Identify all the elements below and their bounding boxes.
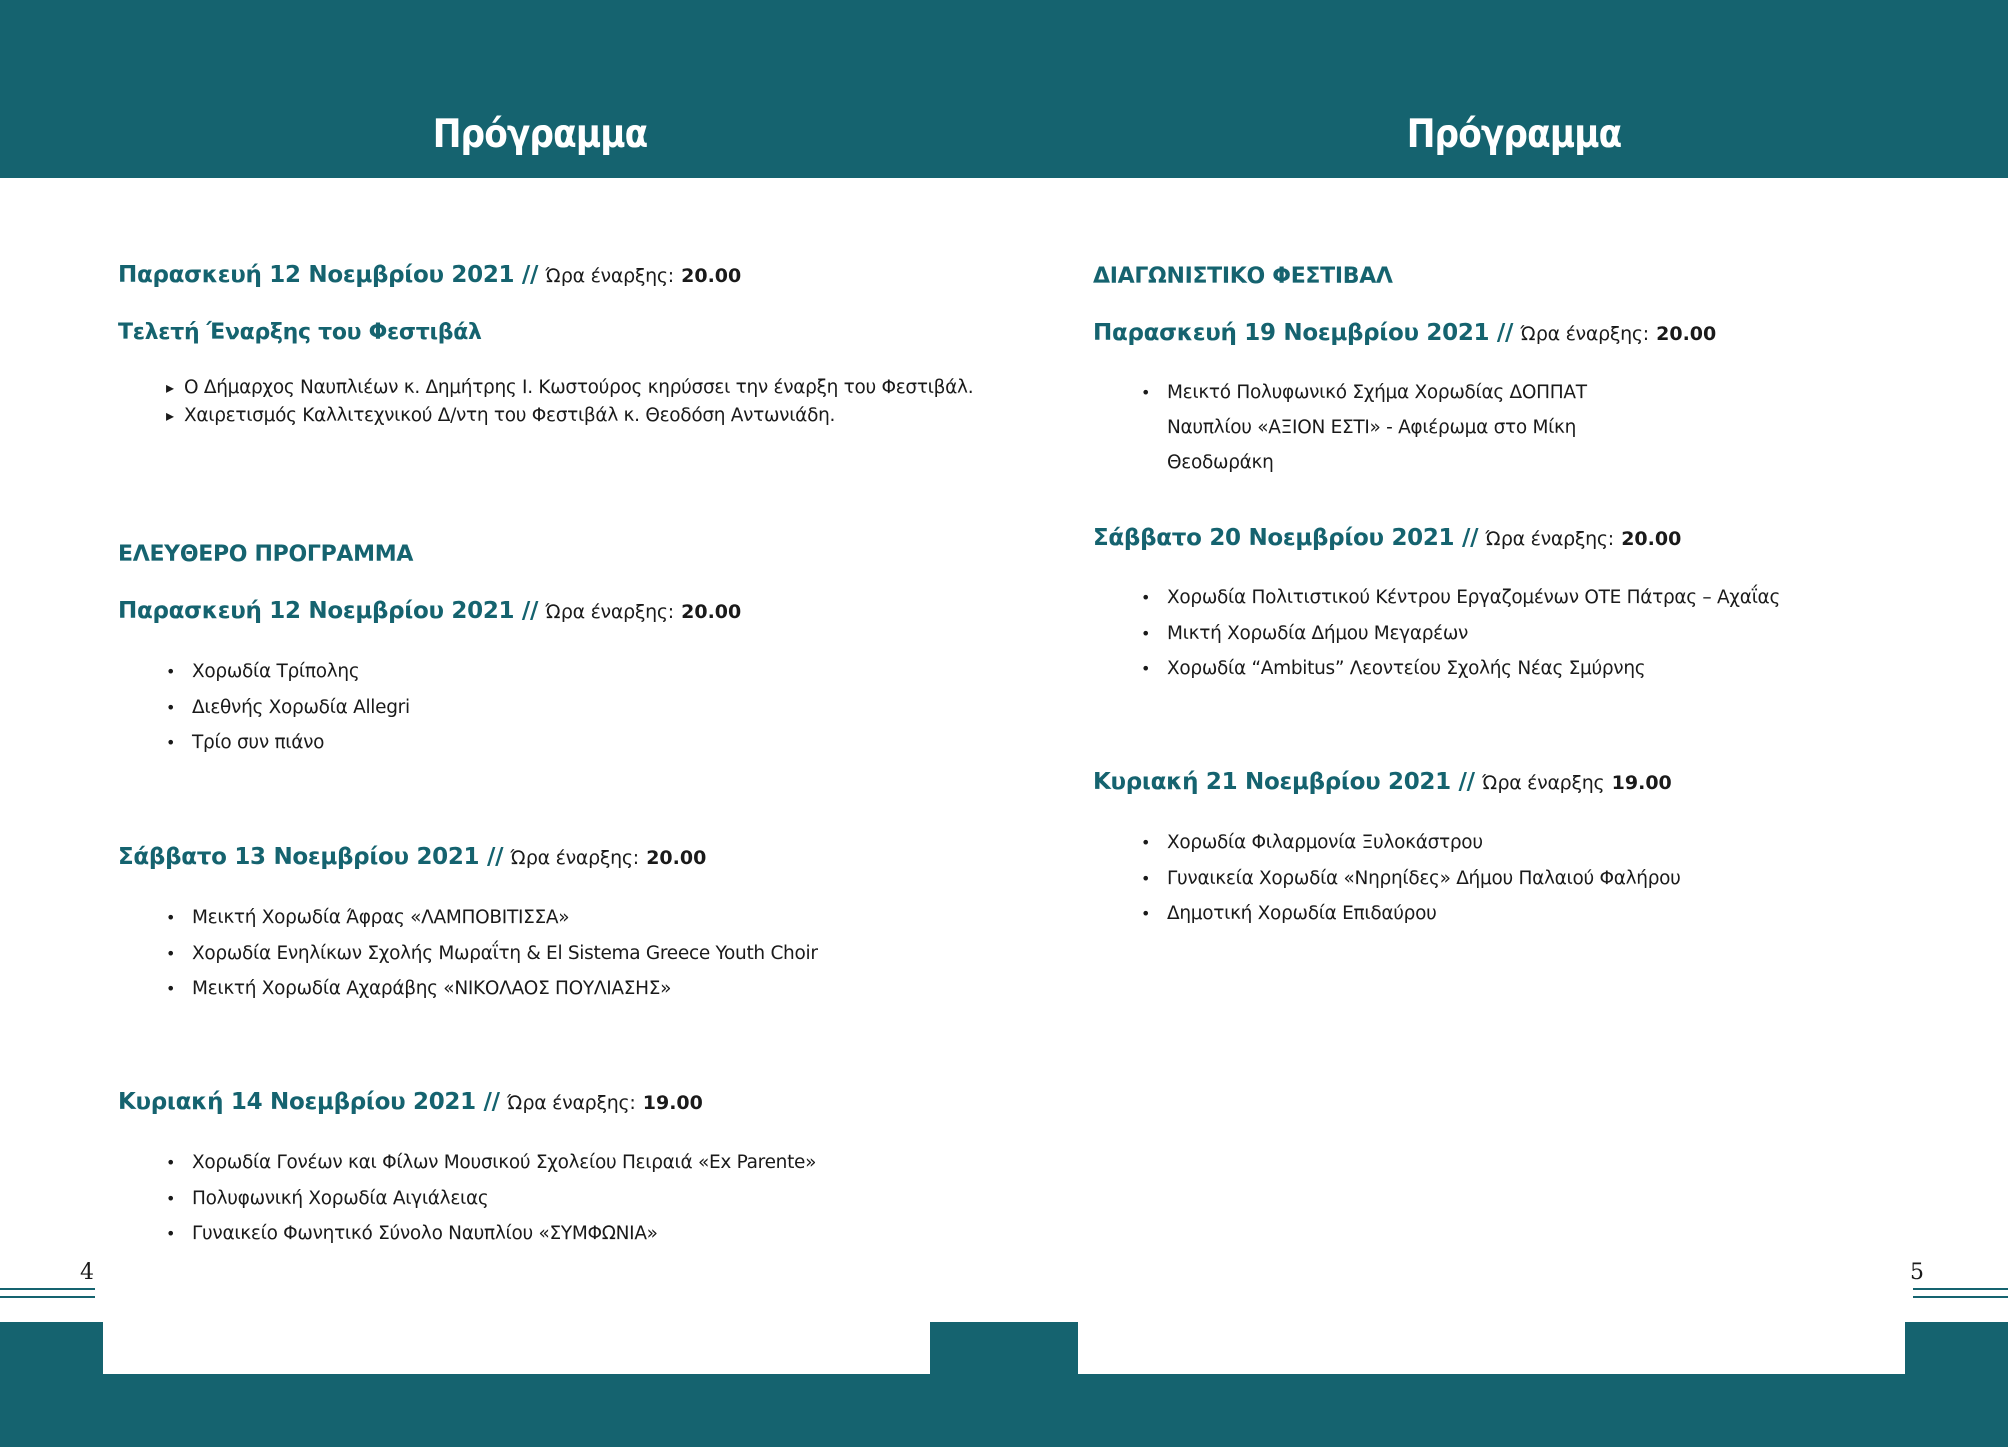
time-label: Ώρα έναρξης: — [507, 1092, 636, 1114]
performers-list — [1141, 825, 1681, 932]
list-item: • Χορωδία Φιλαρμονία Ξυλοκάστρου — [1141, 825, 1681, 861]
free-program-heading: ΕΛΕΥΘΕΡΟ ΠΡΟΓΡΑΜΜΑ — [118, 542, 414, 567]
time: 19.00 — [1611, 772, 1672, 794]
date: Σάββατο 13 Νοεμβρίου 2021 // — [118, 844, 504, 870]
footer-panel-right — [1078, 1322, 1905, 1374]
time-label: Ώρα έναρξης: — [545, 265, 674, 287]
time: 20.00 — [1656, 323, 1717, 345]
opening-list — [166, 374, 973, 430]
page-title-left: Πρόγραμμα — [432, 112, 648, 157]
day-date-line — [1093, 769, 1672, 795]
footer-panel-left — [103, 1322, 930, 1374]
time: 20.00 — [681, 601, 742, 623]
time-label: Ώρα έναρξης — [1482, 772, 1605, 794]
list-item: • Χορωδία Ενηλίκων Σχολής Μωραΐτη & El Sistema Greece Youth Choir — [166, 936, 818, 972]
list-item: • Γυναικείο Φωνητικό Σύνολο Ναυπλίου «ΣΥΜΦΩΝΙΑ» — [166, 1216, 816, 1252]
list-item: ▸ Ο Δήμαρχος Ναυπλιέων κ. Δημήτρης Ι. Κωστούρος κηρύσσει την έναρξη του Φεστιβάλ. — [166, 374, 973, 402]
day-date-line — [118, 1089, 703, 1115]
day-date-line — [118, 598, 741, 624]
page-title-right: Πρόγραμμα — [1406, 112, 1622, 157]
page-number-left: 4 — [80, 1260, 94, 1285]
date: Παρασκευή 12 Νοεμβρίου 2021 // — [118, 598, 539, 624]
list-item: • Χορωδία Πολιτιστικού Κέντρου Εργαζομένων ΟΤΕ Πάτρας – Αχαΐας — [1141, 580, 1780, 616]
list-item: • Χορωδία Γονέων και Φίλων Μουσικού Σχολείου Πειραιά «Ex Parente» — [166, 1145, 816, 1181]
list-item: • Μικτή Χορωδία Δήμου Μεγαρέων — [1141, 616, 1780, 652]
time-label: Ώρα έναρξης: — [510, 847, 639, 869]
date: Παρασκευή 12 Νοεμβρίου 2021 // — [118, 262, 539, 288]
time: 20.00 — [646, 847, 707, 869]
time-label: Ώρα έναρξης: — [1520, 323, 1649, 345]
time-label: Ώρα έναρξης: — [1485, 528, 1614, 550]
date: Κυριακή 14 Νοεμβρίου 2021 // — [118, 1089, 500, 1115]
performers-list — [1141, 580, 1780, 687]
day-date-line — [1093, 525, 1681, 551]
day-date-line — [118, 844, 706, 870]
list-item: • Μεικτή Χορωδία Άφρας «ΛΑΜΠΟΒΙΤΙΣΣΑ» — [166, 900, 818, 936]
performers-list — [166, 1145, 816, 1252]
time: 20.00 — [1621, 528, 1682, 550]
list-item: • Δημοτική Χορωδία Επιδαύρου — [1141, 896, 1681, 932]
list-item: • Μεικτό Πολυφωνικό Σχήμα Χορωδίας ΔΟΠΠΑΤ Ναυπλίου «ΑΞΙΟΝ ΕΣΤΙ» - Αφιέρωμα στο Μίκη Θεοδωράκη — [1141, 375, 1661, 480]
date: Παρασκευή 19 Νοεμβρίου 2021 // — [1093, 320, 1514, 346]
list-item: • Χορωδία Τρίπολης — [166, 654, 410, 690]
performers-list — [1141, 375, 1661, 480]
page-number-right: 5 — [1910, 1260, 1924, 1285]
list-item: • Διεθνής Χορωδία Allegri — [166, 690, 410, 726]
date: Κυριακή 21 Νοεμβρίου 2021 // — [1093, 769, 1475, 795]
list-item: • Γυναικεία Χορωδία «Νηρηίδες» Δήμου Παλαιού Φαλήρου — [1141, 861, 1681, 897]
list-item: • Μεικτή Χορωδία Αχαράβης «ΝΙΚΟΛΑΟΣ ΠΟΥΛΙΑΣΗΣ» — [166, 971, 818, 1007]
time: 20.00 — [681, 265, 742, 287]
competition-heading: ΔΙΑΓΩΝΙΣΤΙΚΟ ΦΕΣΤΙΒΑΛ — [1093, 264, 1393, 289]
time: 19.00 — [642, 1092, 703, 1114]
divider — [0, 1288, 95, 1290]
list-item: ▸ Χαιρετισμός Καλλιτεχνικού Δ/ντη του Φεστιβάλ κ. Θεοδόση Αντωνιάδη. — [166, 402, 973, 430]
performers-list — [166, 900, 818, 1007]
opening-ceremony-heading: Τελετή Έναρξης του Φεστιβάλ — [118, 320, 482, 345]
day-date-line — [1093, 320, 1716, 346]
divider — [0, 1296, 95, 1298]
list-item: • Χορωδία “Ambitus” Λεοντείου Σχολής Νέας Σμύρνης — [1141, 651, 1780, 687]
performers-list — [166, 654, 410, 761]
divider — [1913, 1296, 2008, 1298]
list-item: • Πολυφωνική Χορωδία Αιγιάλειας — [166, 1181, 816, 1217]
divider — [1913, 1288, 2008, 1290]
list-item: • Τρίο συν πιάνο — [166, 725, 410, 761]
opening-date-line — [118, 262, 741, 288]
time-label: Ώρα έναρξης: — [545, 601, 674, 623]
date: Σάββατο 20 Νοεμβρίου 2021 // — [1093, 525, 1479, 551]
